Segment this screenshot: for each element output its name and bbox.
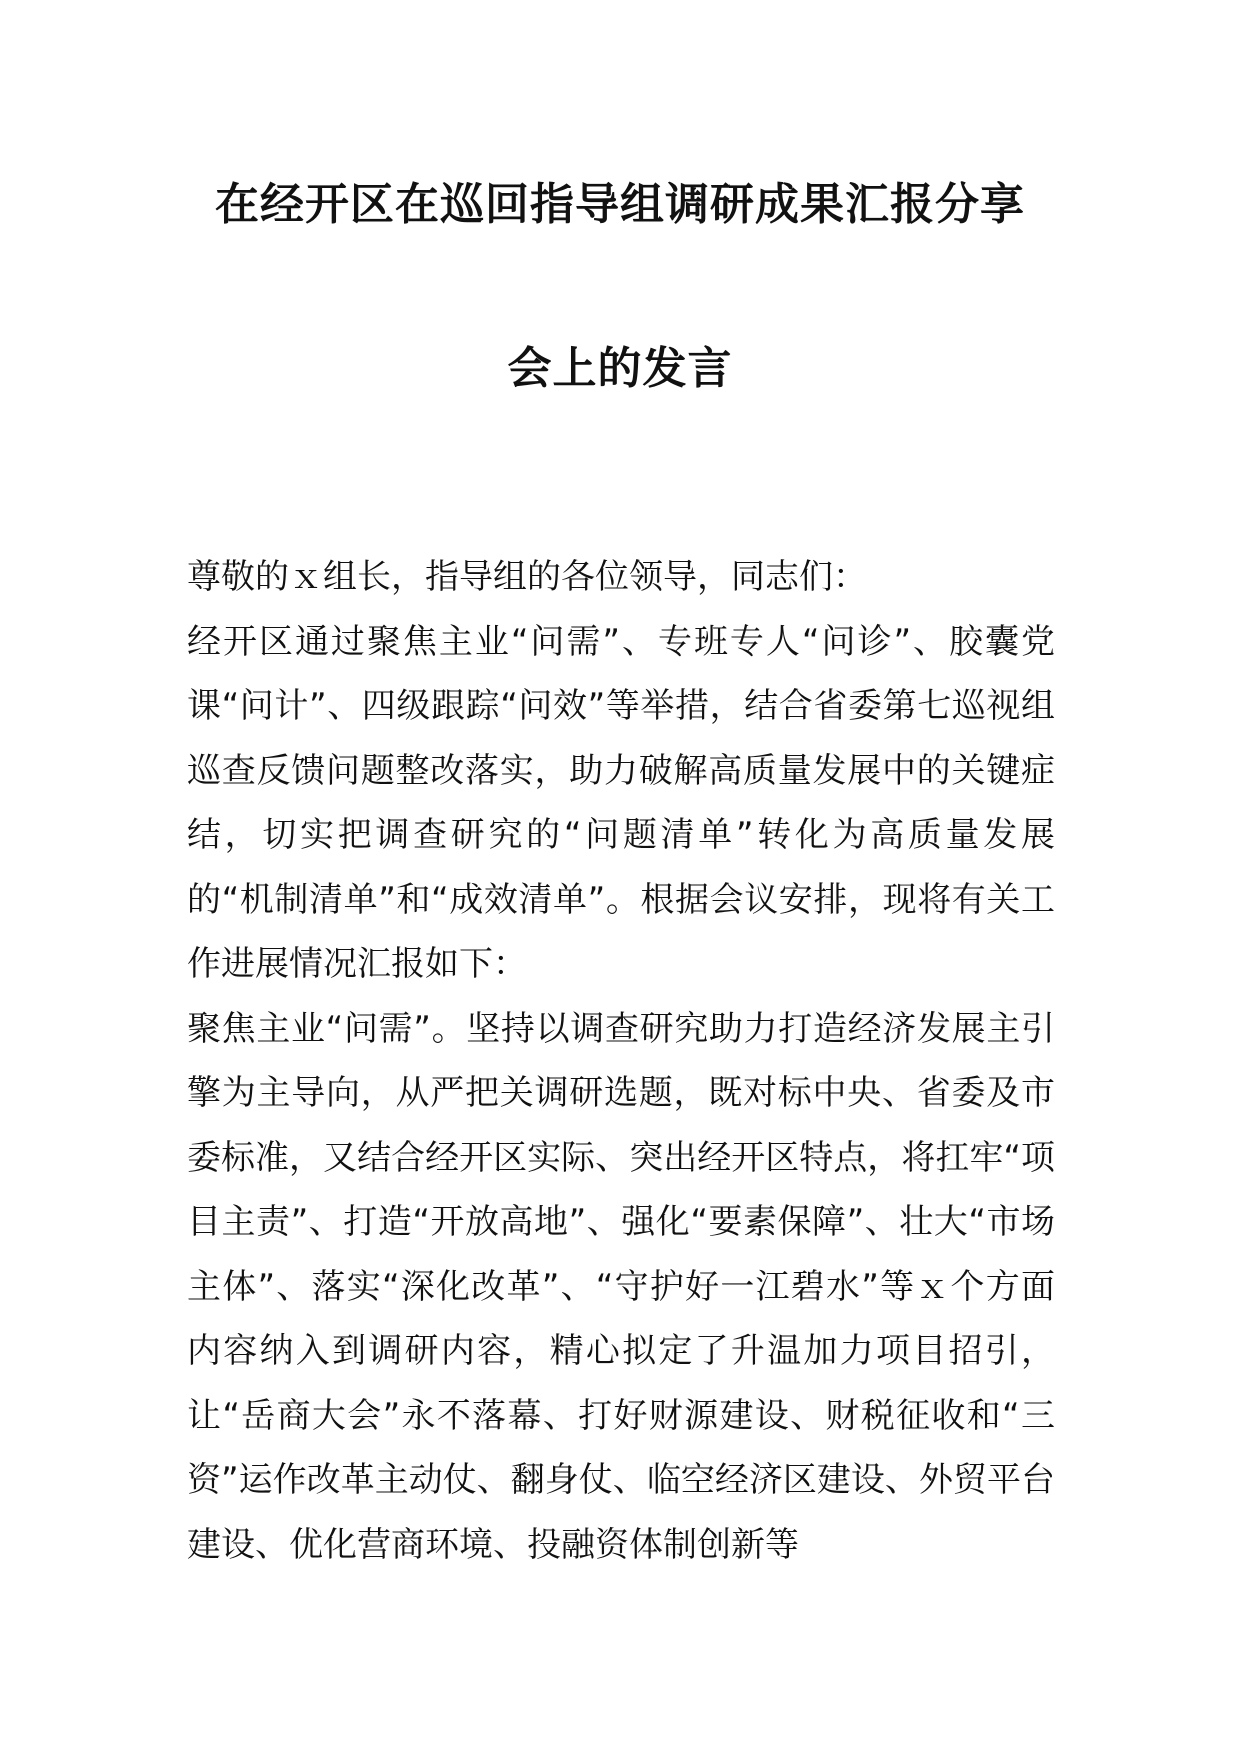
salutation: 尊敬的ｘ组长，指导组的各位领导，同志们：	[187, 557, 867, 597]
paragraph-intro: 经开区通过聚焦主业“问需”、专班专人“问诊”、胶囊党课“问计”、四级跟踪“问效”等举措，结合省委第七巡视组巡查反馈问题整改落实，助力破解高质量发展中的关键症结，切实把调查研究的“问题清单”转化为高质量发展的“机制清单”和“成效清单”。根据会议安排，现将有关工作进展情况汇报如下：	[187, 621, 1055, 984]
title-line-2: 会上的发言	[507, 343, 733, 394]
document-body	[187, 545, 1055, 1577]
document-title	[160, 175, 1080, 399]
title-line-1: 在经开区在巡回指导组调研成果汇报分享	[215, 179, 1025, 230]
paragraph-focus-needs: 聚焦主业“问需”。坚持以调查研究助力打造经济发展主引擎为主导向，从严把关调研选题，既对标中央、省委及市委标准，又结合经开区实际、突出经开区特点，将扛牢“项目主责”、打造“开放高地”、强化“要素保障”、壮大“市场主体”、落实“深化改革”、“守护好一江碧水”等ｘ个方面内容纳入到调研内容，精心拟定了升温加力项目招引，让“岳商大会”永不落幕、打好财源建设、财税征收和“三资”运作改革主动仗、翻身仗、临空经济区建设、外贸平台建设、优化营商环境、投融资体制创新等	[187, 1008, 1055, 1565]
